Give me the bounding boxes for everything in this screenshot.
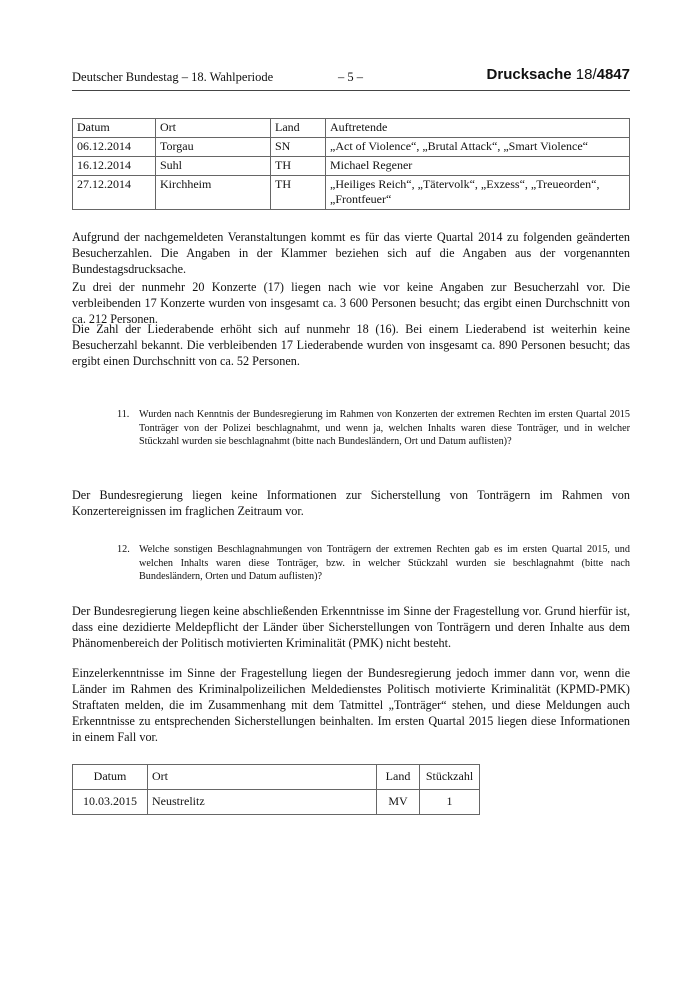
date-cell: 27.12.2014 bbox=[73, 176, 156, 210]
date-cell: 10.03.2015 bbox=[73, 790, 148, 815]
header-cell: Stückzahl bbox=[420, 765, 480, 790]
document-number bbox=[487, 66, 630, 83]
place-cell: Neustrelitz bbox=[148, 790, 377, 815]
header-cell: Datum bbox=[73, 119, 156, 138]
question-text: Wurden nach Kenntnis der Bundesregierung im Rahmen von Konzerten der extremen Rechten im ersten Quartal 2015 Tonträger von der Polizei beschlagnahmt, und wenn ja, welchen Inhalts waren diese Tonträger, und in welcher Stückzahl wurden sie beschlagnahmt (bitte nach Bundesländern, Ort und Datum auflisten)? bbox=[139, 409, 630, 447]
question-11 bbox=[117, 408, 630, 449]
question-number: 12. bbox=[117, 544, 130, 555]
date-cell: 16.12.2014 bbox=[73, 157, 156, 176]
place-cell: Suhl bbox=[156, 157, 271, 176]
page-number: – 5 – bbox=[338, 70, 363, 84]
quantity-cell: 1 bbox=[420, 790, 480, 815]
answer-paragraph-concerts: Zu drei der nunmehr 20 Konzerte (17) liegen nach wie vor keine Angaben zur Besucherzahl vor. Die verbleibenden 17 Konzerte wurden von insgesamt ca. 3 600 Personen besucht; das ergibt einen Durchschnitt von ca. 212 Personen. bbox=[72, 280, 630, 326]
header-publication: Deutscher Bundestag – 18. Wahlperiode bbox=[72, 70, 274, 84]
page-header bbox=[72, 68, 630, 91]
table-row bbox=[73, 138, 630, 157]
date-cell: 06.12.2014 bbox=[73, 138, 156, 157]
document-number-label: Drucksache bbox=[486, 66, 572, 83]
question-12 bbox=[117, 543, 630, 584]
table-row bbox=[73, 176, 630, 210]
place-cell: Torgau bbox=[156, 138, 271, 157]
state-cell: SN bbox=[271, 138, 326, 157]
performers-cell: „Heiliges Reich“, „Tätervolk“, „Exzess“, „Treueorden“, „Frontfeuer“ bbox=[326, 176, 630, 210]
answer-paragraph-song-evenings: Die Zahl der Liederabende erhöht sich auf nunmehr 18 (16). Bei einem Liederabend ist weiterhin keine Besucherzahl bekannt. Die verbleibenden 17 Liederabende wurden von insgesamt ca. 890 Personen besucht; das ergibt einen Durchschnitt von ca. 52 Personen. bbox=[72, 322, 630, 368]
header-cell: Land bbox=[377, 765, 420, 790]
document-number-prefix: 18/ bbox=[575, 66, 597, 83]
document-number-bold: 4847 bbox=[596, 66, 630, 83]
answer-12-paragraph-2: Einzelerkenntnisse im Sinne der Fragestellung liegen der Bundesregierung jedoch immer dann vor, wenn die Länder im Rahmen des Kriminalpolizeilichen Meldedienstes Politisch motivierte Kriminalität (KPMD-PMK) Straftaten melden, die im Zusammenhang mit dem Tatmittel „Tonträger“ stehen, und diese Meldungen auch Erkenntnisse zu entsprechenden Sicherstellungen beinhalten. Im ersten Quartal 2015 liegen diese Informationen in einem Fall vor. bbox=[72, 666, 630, 744]
answer-11: Der Bundesregierung liegen keine Informationen zur Sicherstellung von Tonträgern im Rahmen von Konzertereignissen im fraglichen Zeitraum vor. bbox=[72, 488, 630, 518]
question-number: 11. bbox=[117, 409, 130, 420]
concerts-table bbox=[72, 118, 630, 210]
header-cell: Ort bbox=[156, 119, 271, 138]
header-cell: Land bbox=[271, 119, 326, 138]
state-cell: TH bbox=[271, 157, 326, 176]
performers-cell: Michael Regener bbox=[326, 157, 630, 176]
table-header-row bbox=[73, 119, 630, 138]
answer-12-paragraph-1: Der Bundesregierung liegen keine abschließenden Erkenntnisse im Sinne der Fragestellung vor. Grund hierfür ist, dass eine dezidierte Meldepflicht der Länder über Sicherstellungen von Tonträgern und deren Inhalte aus dem Phänomenbereich der Politisch motivierten Kriminalität (PMK) nicht besteht. bbox=[72, 604, 630, 650]
state-cell: MV bbox=[377, 790, 420, 815]
table-header-row bbox=[73, 765, 480, 790]
header-cell: Ort bbox=[148, 765, 377, 790]
header-cell: Datum bbox=[73, 765, 148, 790]
answer-paragraph-visitor-figures: Aufgrund der nachgemeldeten Veranstaltungen kommt es für das vierte Quartal 2014 zu folgenden geänderten Besucherzahlen. Die Angaben in der Klammer beziehen sich auf die Angaben aus der vorgenannten Bundestagsdrucksache. bbox=[72, 230, 630, 276]
table-row bbox=[73, 790, 480, 815]
seizures-table bbox=[72, 764, 480, 815]
question-text: Welche sonstigen Beschlagnahmungen von Tonträgern der extremen Rechten gab es im ersten Quartal 2015, und welchen Inhalts waren diese Tonträger, bzw. in welcher Stückzahl wurden sie beschlagnahmt (bitte nach Bundesländern, Orten und Datum auflisten)? bbox=[139, 544, 630, 582]
table-row bbox=[73, 157, 630, 176]
header-cell: Auftretende bbox=[326, 119, 630, 138]
place-cell: Kirchheim bbox=[156, 176, 271, 210]
state-cell: TH bbox=[271, 176, 326, 210]
performers-cell: „Act of Violence“, „Brutal Attack“, „Smart Violence“ bbox=[326, 138, 630, 157]
